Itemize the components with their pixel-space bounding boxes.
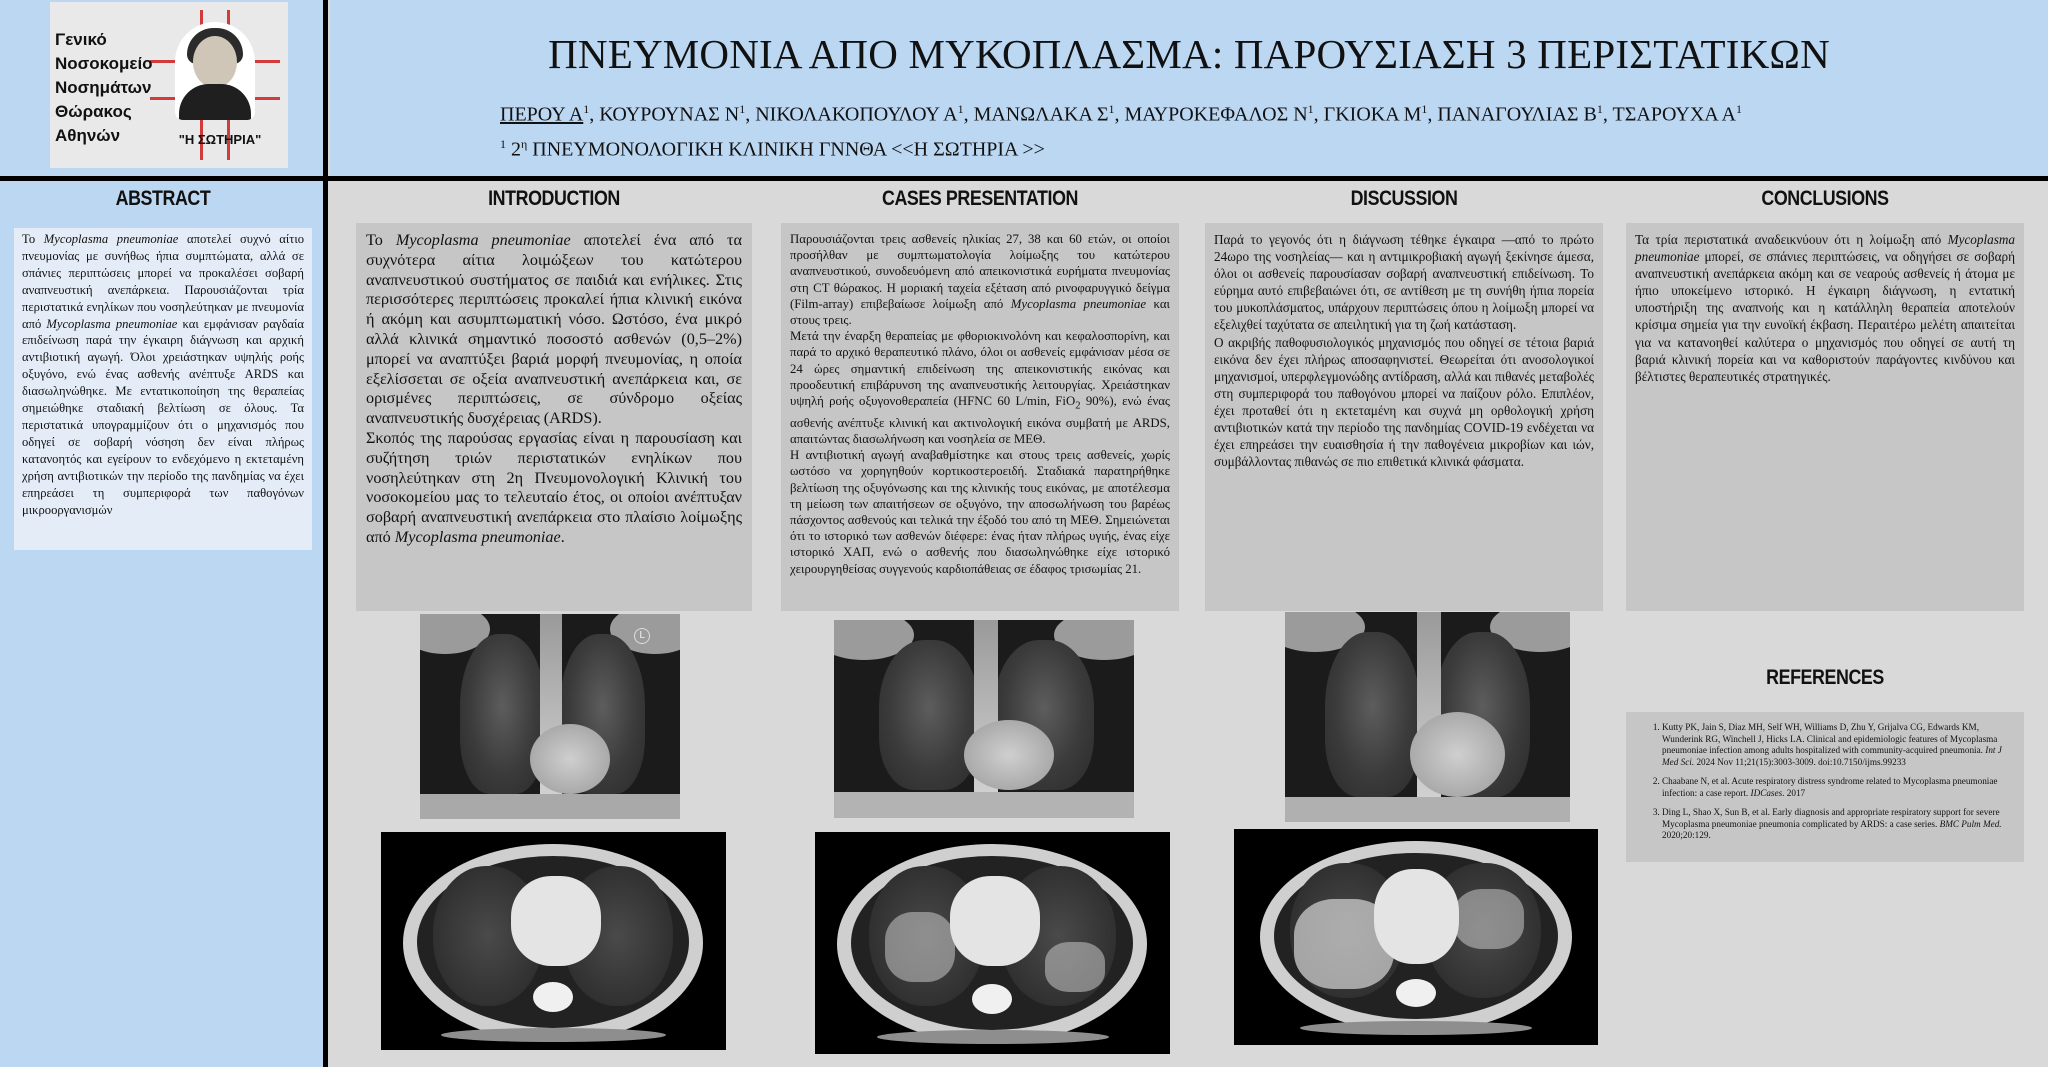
author-list: ΠΕΡΟΥ $A^1$, ΚΟΥΡΟΥΝΑΣ $N^1$, ΝΙΚΟΛΑΚΟΠΟΥΛΟΥ $A^1$, ΜΑΝΩΛΑΚΑ $\Sigma^1$, ΜΑΥΡΟΚΕΦΑΛΟΣ $N^1$, ΓΚΙΟΚΑ $M^1$, ΠΑΝΑΓΟΥΛΙΑΣ $B^1$, ΤΣΑΡΟΥΧΑ $A^1$ (500, 102, 1742, 126)
author-name: ΠΑΝΑΓΟΥΛΙΑΣ Β (1437, 103, 1597, 126)
logo-line: Γενικό (55, 30, 107, 49)
affiliation-ordinal: η (521, 137, 528, 151)
conclusions-segment: μπορεί, σε σπάνιες περιπτώσεις, να οδηγήσει σε σοβαρή αναπνευστική ανεπάρκεια ακόμη και σε νεαρούς ασθενείς ή άτομα με ήπιο υποκείμενο ιστορικό. Η έγκαιρη διάγνωση, η εντατική υποστήριξη της αναπνοής και η κατάλληλη θεραπεία αποτελούν κρίσιμα σημεία για την ευνοϊκή έκβαση. Περαιτέρω μελέτη απαιτείται για να κατανοηθεί καλύτερα ο μηχανισμός που οδηγεί σε αυτή τη βαριά κλινική πορεία και να καθοριστούν παράγοντες κινδύνου και βέλτιστες θεραπευτικές στρατηγικές. (1635, 249, 2015, 384)
author-affiliation-marker: 1 (1421, 102, 1428, 116)
logo-line: Νοσημάτων (55, 78, 152, 97)
cases-subscript: 2 (1075, 400, 1081, 412)
chest-xray-case-1: L (420, 614, 680, 819)
intro-paragraph (366, 231, 742, 429)
cases-paragraph (790, 328, 1170, 447)
cases-heading: CASES PRESENTATION (881, 187, 1079, 210)
conclusions-heading: CONCLUSIONS (1761, 187, 1889, 210)
intro-segment: Σκοπός της παρούσας εργασίας είναι η παρουσίαση και συζήτηση τριών περιστατικών ενηλίκων που νοσηλεύτηκαν στη 2η Πνευμονολογική Κλινική του νοσοκομείου μας το τελευταίο έτος, οι οποίοι ανέπτυξαν σοβαρή αναπνευστική ανεπάρκεια στο πλαίσιο λοίμωξης από (366, 428, 742, 546)
author-name: ΝΙΚΟΛΑΚΟΠΟΥΛΟΥ Α (755, 103, 958, 126)
abstract-species: Mycoplasma pneumoniae (46, 316, 178, 331)
author-affiliation-marker: 1 (739, 102, 746, 116)
conclusions-segment: Τα τρία περιστατικά αναδεικνύουν ότι η λοίμωξη από (1635, 232, 1948, 247)
chest-xray-case-2 (834, 620, 1134, 818)
intro-paragraph (366, 429, 742, 548)
conclusions-species: Mycoplasma pneumoniae (1635, 232, 2015, 265)
chest-xray-case-3 (1285, 612, 1570, 822)
references-list (1626, 712, 2024, 862)
discussion-text (1205, 223, 1603, 611)
author-affiliation-marker: 1 (957, 102, 964, 116)
author-name: ΜΑΥΡΟΚΕΦΑΛΟΣ Ν (1124, 103, 1308, 126)
cases-segment: Παρουσιάζονται τρεις ασθενείς ηλικίας 27, 38 και 60 ετών, οι οποίοι προσήλθαν με συμπτωματολογία λοίμωξης του κατώτερου αναπνευστικού, συνοδευόμενη από απεικονιστικά ευρήματα πνευμονίας στη CT θώρακος. Η μοριακή ταχεία εξέταση από ρινοφαρυγγικό δείγμα (Film-array) επιβεβαίωσε λοίμωξη από (790, 232, 1170, 311)
reference-item: 1. Kutty PK, Jain S, Diaz MH, Self WH, Williams D, Zhu Y, Grijalva CG, Edwards KM, Wunderink RG, Winchell J, Hicks LA. Clinical and epidemiologic features of Mycoplasma pneumoniae infection among adults hospitalized with community-acquired pneumonia. Int J Med Sci. 2024 Nov 11;21(15):3003-3009. doi:10.7150/ijms.99233 (1662, 722, 2012, 768)
intro-species: Mycoplasma pneumoniae (395, 231, 571, 249)
conclusions-text (1626, 223, 2024, 611)
references-heading: REFERENCES (1766, 666, 1884, 689)
cases-paragraph: Η αντιβιοτική αγωγή αναβαθμίστηκε και στους τρεις ασθενείς, χωρίς ωστόσο να χορηγηθούν κορτικοστεροειδή. Σταδιακά παρατηρήθηκε βελτίωση της οξυγόνωσης και της κλινικής τους εικόνας, με αποτέλεσμα τη μείωση των απαιτήσεων σε οξυγόνο, την αποσωλήνωση του βαρέως πάσχοντος ασθενούς και τελικά την έξοδό του από τη ΜΕΘ. Σημειώνεται ότι το ιστορικό των ασθενών διέφερε: ένας ήταν πλήρως υγιής, ένας είχε ιστορικό ΧΑΠ, ενώ ο ασθενής που διασωληνώθηκε είχε ιστορικό χειρουργηθείσας συγγενούς καρδιοπάθειας σε έδαφος τρισωμίας 21. (790, 448, 1170, 576)
author-affiliation-marker: 1 (1735, 102, 1742, 116)
author-name: ΤΣΑΡΟΥΧΑ Α (1612, 103, 1736, 126)
intro-segment: . (560, 527, 565, 546)
affiliation-text: ΠΝΕΥΜΟΝΟΛΟΓΙΚΗ ΚΛΙΝΙΚΗ ΓΝΝΘΑ <<Η ΣΩΤΗΡΙΑ >> (532, 138, 1045, 161)
cases-species: Mycoplasma pneumoniae (1010, 296, 1147, 311)
abstract-segment: και εμφάνισαν ραγδαία επιδείνωση παρά την έγκαιρη διάγνωση και αρχική αντιβιοτική αγωγή. Όλοι χρειάστηκαν υψηλής ροής οξυγόνο, ενώ ένας ασθενής ανέπτυξε ARDS και διασωληνώθηκε. Με εντατικοποίηση της θεραπείας σημειώθηκε σταδιακή βελτίωση σε όλους. Τα περιστατικά υπογραμμίζουν ότι ο μηχανισμός που οδηγεί σε σοβαρή νόσηση δεν είναι πλήρως κατανοητός και εγείρουν το ενδεχόμενο η εκτεταμένη χρήση αντιβιοτικών την περίοδο της πανδημίας να έχει επηρεάσει τη συμπεριφορά των παθογόνων μικροοργανισμών (22, 316, 304, 517)
abstract-segment: αποτελεί συχνό αίτιο πνευμονίας με συνήθως ήπια συμπτώματα, αλλά σε σπάνιες περιπτώσεις μπορεί να προκαλέσει σοβαρή αναπνευστική ανεπάρκεια. Παρουσιάζονται τρία περιστατικά ενηλίκων που νοσηλεύτηκαν με πνευμονία από (22, 232, 305, 331)
affiliation (500, 137, 1045, 162)
discussion-paragraph: Ο ακριβής παθοφυσιολογικός μηχανισμός που οδηγεί σε τέτοια βαριά εικόνα δεν έχει πλήρως αποσαφηνιστεί. Θεωρείται ότι ανοσολογικοί μηχανισμοί, υπερφλεγμονώδης αντίδραση, αλλά και πιθανές μεταβολές στη συμπεριφορά του παθογόνου μπορεί να παίζουν ρόλο. Επιπλέον, έχει προταθεί ότι η εκτεταμένη και συχνά μη ορθολογική χρήση αντιβιοτικών κατά την περίοδο της πανδημίας COVID-19 ενδέχεται να έχει επηρεάσει την ευαισθησία ή την παθογένεια μικροβίων και ιών, συμβάλλοντας πιθανώς σε πιο επιθετικά κλινικά φάσματα. (1214, 334, 1594, 470)
logo-portrait (175, 22, 255, 120)
introduction-text (356, 223, 752, 611)
logo-line: Θώρακος (55, 102, 132, 121)
chest-ct-case-2 (815, 832, 1170, 1054)
portrait-body (179, 84, 251, 120)
cases-segment: Μετά την έναρξη θεραπείας με φθοριοκινολόνη και κεφαλοσπορίνη, και παρά το αρχικό θεραπευτικό πλάνο, όλοι οι ασθενείς εμφάνισαν μέσα σε 24 ώρες σημαντική επιδείνωση της απεικονιστικής εικόνας και προοδευτική επιβάρυνση της αναπνευστικής λειτουργίας. Χρειάστηκαν υψηλή ροής οξυγονοθεραπεία (HFNC 60 L/min, FiO (790, 329, 1170, 409)
author-name: ΚΟΥΡΟΥΝΑΣ Ν (599, 103, 740, 126)
affiliation-number: 2 (511, 138, 521, 161)
chest-ct-case-1 (381, 832, 726, 1050)
affiliation-marker: 1 (500, 137, 506, 151)
introduction-heading: INTRODUCTION (488, 187, 620, 210)
author-affiliation-marker: 1 (1307, 102, 1314, 116)
logo-line: Αθηνών (55, 126, 121, 145)
abstract-species: Mycoplasma pneumoniae (43, 232, 179, 246)
intro-segment: Το (366, 231, 396, 249)
logo-line: Νοσοκομείο (55, 54, 153, 73)
author-name: ΠΕΡΟΥ Α (500, 103, 584, 126)
intro-species: Mycoplasma pneumoniae (394, 527, 561, 546)
reference-item: 3. Ding L, Shao X, Sun B, et al. Early diagnosis and appropriate respiratory support for severe Mycoplasma pneumoniae pneumonia complicated by ARDS: a case series. BMC Pulm Med. 2020;20:129. (1662, 807, 2012, 842)
references-ordered-list (1638, 722, 2012, 842)
author-affiliation-marker: 1 (1596, 102, 1603, 116)
cases-segment: και στους τρεις. (790, 296, 1170, 328)
discussion-heading: DISCUSSION (1350, 187, 1458, 210)
intro-segment: αποτελεί ένα από τα συχνότερα αίτια λοιμώξεων του κατώτερου αναπνευστικού συστήματος σε παιδιά και ενήλικες. Στις περισσότερες περιπτώσεις προκαλεί ήπια κλινική εικόνα ή ακόμη και ασυμπτωματική νόσο. Ωστόσο, ένα μικρό αλλά κλινικά σημαντικό ποσοστό ασθενών (0,5–2%) μπορεί να αναπτύξει βαριά μορφή πνευμονίας, η οποία εξελίσσεται σε οξεία αναπνευστική ανεπάρκεια και, σε ορισμένες περιπτώσεις, σε σύνδρομο οξείας αναπνευστικής δυσχέρειας (ARDS). (366, 231, 742, 428)
header-divider (0, 176, 2048, 181)
author-affiliation-marker: 1 (583, 102, 590, 116)
author-name: ΜΑΝΩΛΑΚΑ Σ (973, 103, 1109, 126)
column-divider (323, 0, 328, 1067)
logo-caption: "Η ΣΩΤΗΡΙΑ" (178, 132, 262, 147)
abstract-heading: ABSTRACT (115, 187, 211, 210)
chest-ct-case-3 (1234, 829, 1598, 1045)
cases-paragraph (790, 231, 1170, 328)
author-affiliation-marker: 1 (1108, 102, 1115, 116)
discussion-paragraph: Παρά το γεγονός ότι η διάγνωση τέθηκε έγκαιρα —από το πρώτο 24ωρο της νοσηλείας— και η αντιμικροβιακή αγωγή ξεκίνησε άμεσα, όλοι οι ασθενείς παρουσίασαν σοβαρή αναπνευστική επιδείνωση. Το εύρημα αυτό επιβεβαιώνει ότι, σε αντίθεση με τη συνήθη ήπια πορεία του μυκοπλάσματος, υπάρχουν περιπτώσεις όπου η λοίμωξη μπορεί να εξελιχθεί ταχύτατα σε απειλητική για τη ζωή κατάσταση. (1214, 232, 1594, 333)
author-name: ΓΚΙΟΚΑ Μ (1323, 103, 1422, 126)
portrait-face (193, 36, 237, 88)
reference-item: 2. Chaabane N, et al. Acute respiratory distress syndrome related to Mycoplasma pneumoniae infection: a case report. IDCases. 2017 (1662, 776, 2012, 799)
logo-text (55, 28, 165, 148)
abstract-segment: Το (22, 232, 44, 246)
cases-segment: 90%), ενώ ένας ασθενής ανέπτυξε κλινική και ακτινολογική εικόνα συμβατή με ARDS, απαιτώντας διασωλήνωση και νοσηλεία σε ΜΕΘ. (790, 394, 1171, 446)
poster-title: ΠΝΕΥΜΟΝΙΑ ΑΠΟ ΜΥΚΟΠΛΑΣΜΑ: ΠΑΡΟΥΣΙΑΣΗ 3 ΠΕΡΙΣΤΑΤΙΚΩΝ (548, 31, 1830, 77)
cases-text (781, 223, 1179, 611)
abstract-text (14, 228, 312, 550)
